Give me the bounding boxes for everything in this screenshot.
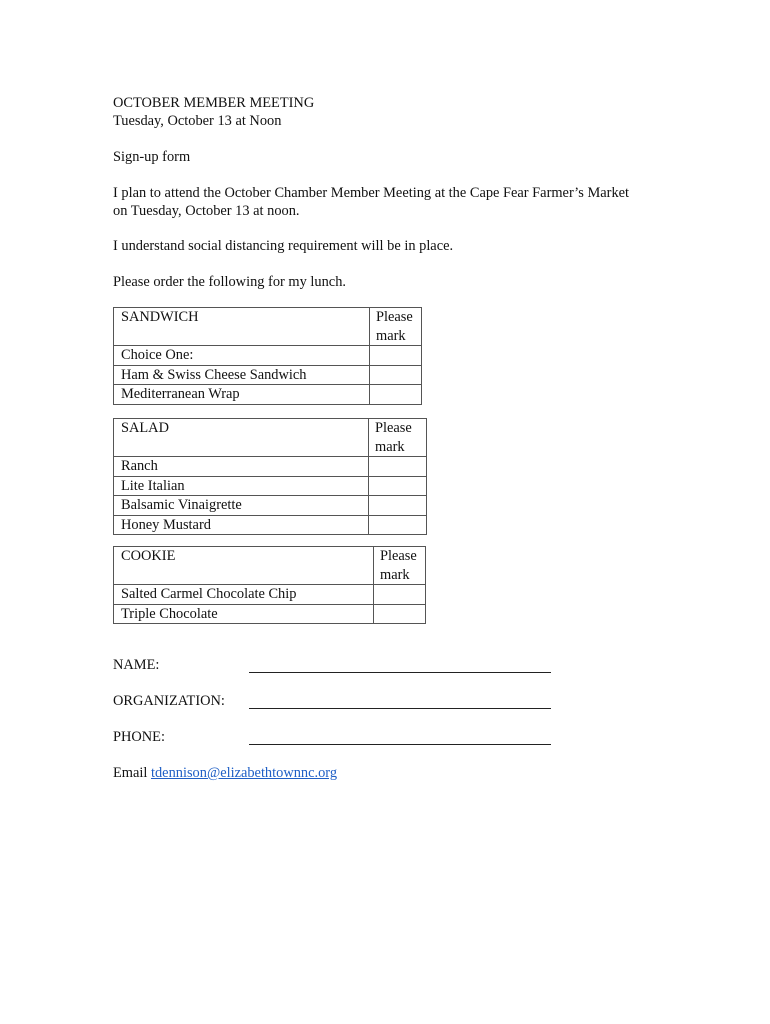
mark-header (374, 547, 426, 585)
mark-header (370, 308, 422, 346)
mark-header-line-1: Please (376, 309, 413, 325)
mark-cell[interactable] (374, 604, 426, 624)
table-header-row (114, 308, 422, 346)
meeting-date: Tuesday, October 13 at Noon (113, 113, 282, 129)
mark-cell[interactable] (369, 496, 427, 516)
email-link[interactable]: tdennison@elizabethtownnc.org (150, 765, 338, 781)
table-row (114, 496, 427, 516)
mark-cell[interactable] (369, 515, 427, 535)
table-row (114, 385, 422, 405)
mark-header-line-1: Please (375, 420, 412, 436)
table-header-row (114, 547, 426, 585)
cookie-table (113, 546, 426, 624)
distancing-note: I understand social distancing requirement will be in place. (113, 238, 454, 254)
salad-item: Balsamic Vinaigrette (114, 496, 369, 516)
salad-heading: SALAD (114, 419, 369, 457)
sandwich-table (113, 307, 422, 405)
email-label: Email (113, 765, 148, 781)
phone-label: PHONE: (113, 729, 165, 745)
table-row (114, 604, 426, 624)
salad-table (113, 418, 427, 535)
table-row (114, 585, 426, 605)
intro-line-2: on Tuesday, October 13 at noon. (113, 203, 300, 219)
sandwich-item: Choice One: (114, 346, 370, 366)
sandwich-item: Ham & Swiss Cheese Sandwich (114, 365, 370, 385)
mark-header-line-1: Please (380, 548, 417, 564)
cookie-heading: COOKIE (114, 547, 374, 585)
cookie-item: Triple Chocolate (114, 604, 374, 624)
intro-line-1: I plan to attend the October Chamber Member Meeting at the Cape Fear Farmer’s Market (113, 185, 630, 201)
email-line (113, 764, 337, 782)
mark-cell[interactable] (374, 585, 426, 605)
sandwich-item: Mediterranean Wrap (114, 385, 370, 405)
sandwich-heading: SANDWICH (114, 308, 370, 346)
mark-cell[interactable] (369, 457, 427, 477)
salad-item: Honey Mustard (114, 515, 369, 535)
phone-field[interactable] (249, 744, 551, 745)
table-row (114, 515, 427, 535)
mark-header-line-2: mark (375, 438, 405, 455)
table-row (114, 365, 422, 385)
organization-field[interactable] (249, 708, 551, 709)
mark-header-line-2: mark (380, 566, 410, 583)
name-label: NAME: (113, 657, 160, 673)
mark-cell[interactable] (370, 346, 422, 366)
salad-item: Lite Italian (114, 476, 369, 496)
organization-label: ORGANIZATION: (113, 693, 225, 709)
salad-item: Ranch (114, 457, 369, 477)
mark-header (369, 419, 427, 457)
table-row (114, 346, 422, 366)
table-row (114, 457, 427, 477)
mark-cell[interactable] (369, 476, 427, 496)
name-field[interactable] (249, 672, 551, 673)
mark-header-line-2: mark (376, 327, 406, 344)
mark-cell[interactable] (370, 365, 422, 385)
form-type: Sign-up form (113, 149, 191, 165)
mark-cell[interactable] (370, 385, 422, 405)
table-row (114, 476, 427, 496)
order-instruction: Please order the following for my lunch. (113, 274, 346, 290)
meeting-title: OCTOBER MEMBER MEETING (113, 95, 315, 111)
cookie-item: Salted Carmel Chocolate Chip (114, 585, 374, 605)
table-header-row (114, 419, 427, 457)
